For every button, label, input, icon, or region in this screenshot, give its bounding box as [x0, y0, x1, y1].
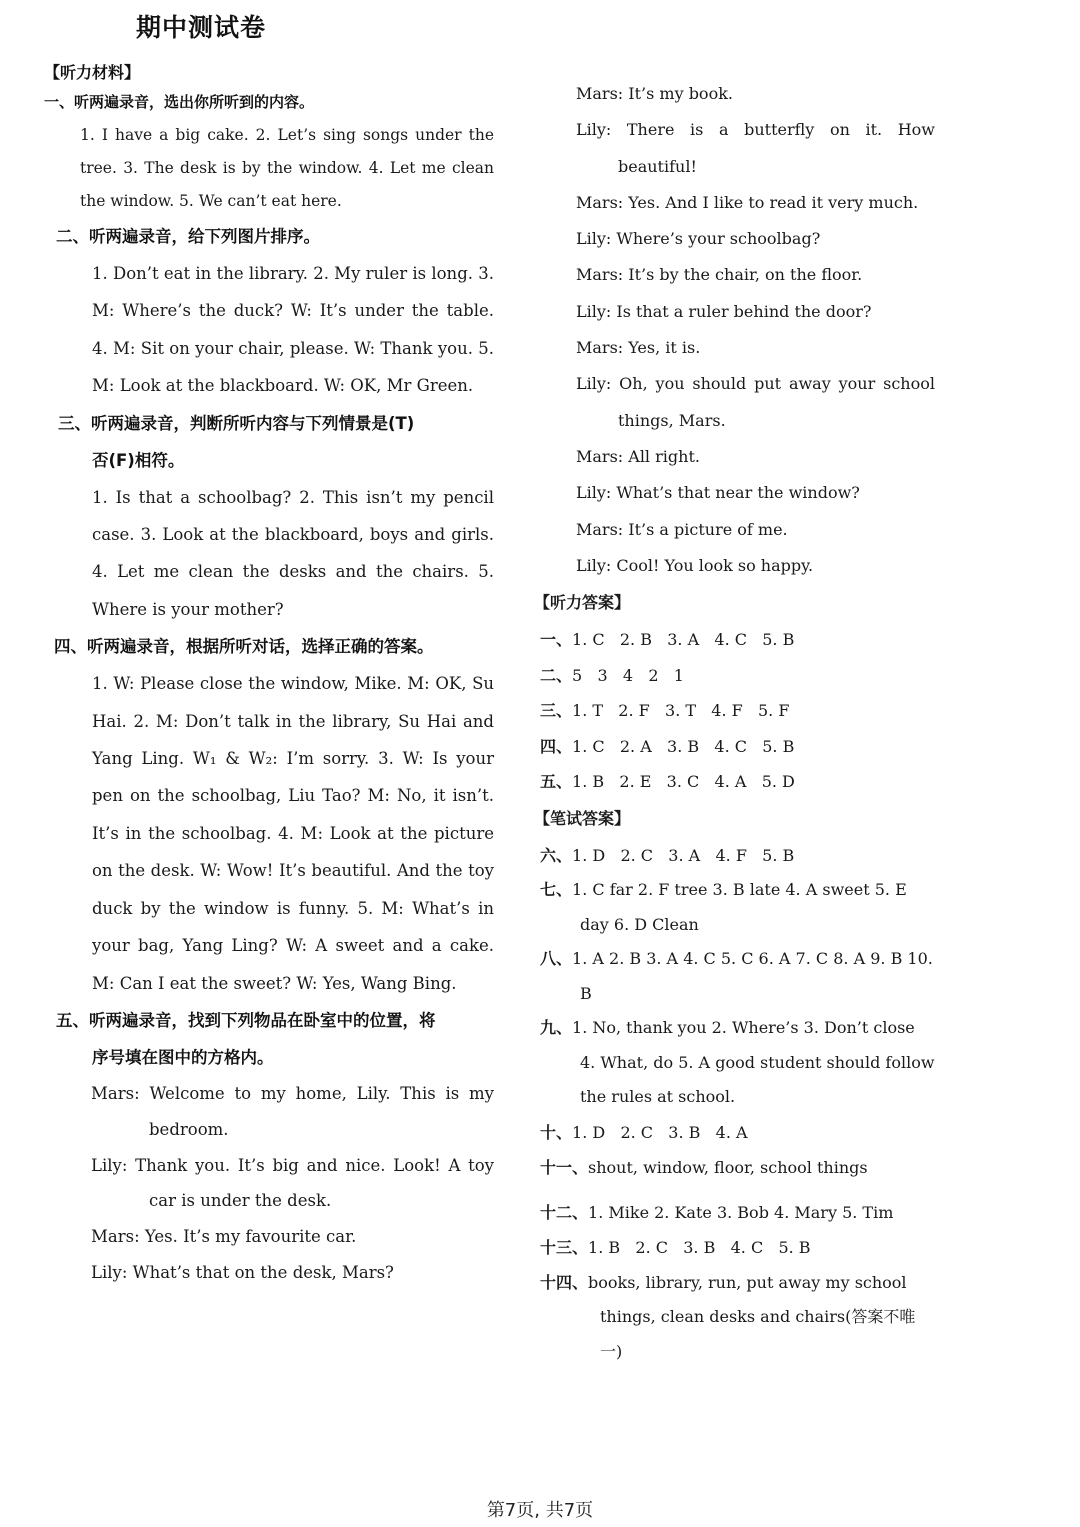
- q4-text: 1. W: Please close the window, Mike. M: OK, Su Hai. 2. M: Don’t talk in the library, Su Hai and Yang Ling. W₁ & W₂: I’m sorry. 3. W: Is your pen on the schoolbag, Liu Tao? M: No, it isn’t. It’s in the schoolbag. 4. M: Look at the picture on the desk. W: Wow! It’s beautiful. And the toy duck by the window is funny. 5. M: What’s in your bag, Yang Ling? W: A sweet and a cake. M: Can I eat the sweet? W: Yes, Wang Bing.: [92, 674, 494, 993]
- answer-row: 十四、books, library, run, put away my school things, clean desks and chairs(答案不唯一): [540, 1272, 916, 1361]
- q5-dialogue-line: Mars: It’s a picture of me.: [576, 519, 788, 539]
- page-title: 期中测试卷: [136, 13, 267, 42]
- answer-row: 二、5 3 4 2 1: [540, 665, 684, 685]
- q5-dialogue-line: Lily: Where’s your schoolbag?: [576, 229, 821, 249]
- answer-row: 四、1. C 2. A 3. B 4. C 5. B: [540, 736, 795, 756]
- answer-row: 七、1. C far 2. F tree 3. B late 4. A sweet 5. E day 6. D Clean: [540, 880, 907, 934]
- answer-row: 一、1. C 2. B 3. A 4. C 5. B: [540, 630, 795, 650]
- right-column: [534, 76, 935, 1369]
- q3-heading: [44, 405, 494, 479]
- q5-dialogue-line: Mars: All right.: [576, 446, 700, 466]
- q5-dialogue-line: Lily: Oh, you should put away your school things, Mars.: [576, 374, 935, 430]
- q5-dialogue-line: Lily: There is a butterfly on it. How beautiful!: [576, 120, 935, 176]
- q5-dialogue-line: Mars: Welcome to my home, Lily. This is my bedroom.: [91, 1083, 494, 1139]
- q3-heading-line2: 否(F)相符。: [92, 450, 185, 470]
- q2-text: 1. Don’t eat in the library. 2. My ruler is long. 3. M: Where’s the duck? W: It’s under the table. 4. M: Sit on your chair, please. W: Thank you. 5. M: Look at the blackboard. W: OK, Mr Green.: [92, 264, 494, 396]
- q5-dialogue-line: Lily: What’s that near the window?: [576, 483, 860, 503]
- q5-dialogue-line: Mars: It’s my book.: [576, 84, 733, 103]
- answer-row: 十二、1. Mike 2. Kate 3. Bob 4. Mary 5. Tim: [540, 1202, 894, 1222]
- q1-heading: 一、听两遍录音，选出你所听到的内容。: [44, 93, 315, 111]
- q5-dialogue-line: Lily: What’s that on the desk, Mars?: [91, 1262, 394, 1282]
- q5-dialogue-line: Lily: Thank you. It’s big and nice. Look! A toy car is under the desk.: [91, 1155, 494, 1211]
- answer-row: 九、1. No, thank you 2. Where’s 3. Don’t close 4. What, do 5. A good student should follow the rules at school.: [540, 1018, 935, 1107]
- q5-heading: [44, 1002, 494, 1076]
- q5-dialogue-line: Lily: Cool! You look so happy.: [576, 555, 814, 575]
- q5-heading-line1: 五、听两遍录音，找到下列物品在卧室中的位置，将: [56, 1010, 436, 1030]
- q3-heading-line1: 三、听两遍录音，判断所听内容与下列情景是(T): [58, 413, 415, 433]
- q5-dialogue-line: Mars: Yes. And I like to read it very much.: [576, 192, 919, 212]
- left-column: [44, 60, 494, 1291]
- q5-dialogue-line: Mars: Yes. It’s my favourite car.: [91, 1227, 357, 1247]
- answer-row: 五、1. B 2. E 3. C 4. A 5. D: [540, 772, 795, 792]
- answer-row: 十一、shout, window, floor, school things: [540, 1158, 868, 1178]
- answer-row: 十、1. D 2. C 3. B 4. A: [540, 1122, 748, 1142]
- q1-text: 1. I have a big cake. 2. Let’s sing songs under the tree. 3. The desk is by the window. 4. Let me clean the window. 5. We can’t eat here.: [80, 126, 494, 210]
- listening-material-label: 【听力材料】: [44, 63, 141, 82]
- q5-dialogue-line: Lily: Is that a ruler behind the door?: [576, 301, 872, 321]
- listening-answers-label: 【听力答案】: [534, 593, 631, 613]
- answer-row: 六、1. D 2. C 3. A 4. F 5. B: [540, 845, 795, 865]
- q4-heading: 四、听两遍录音，根据所听对话，选择正确的答案。: [54, 637, 434, 657]
- answer-row: 十三、1. B 2. C 3. B 4. C 5. B: [540, 1238, 811, 1258]
- q5-dialogue-line: Mars: Yes, it is.: [576, 338, 701, 358]
- page-footer: 第7页, 共7页: [486, 1500, 594, 1521]
- q3-text: 1. Is that a schoolbag? 2. This isn’t my pencil case. 3. Look at the blackboard, boys and girls. 4. Let me clean the desks and the chairs. 5. Where is your mother?: [92, 487, 494, 619]
- q5-heading-line2: 序号填在图中的方格内。: [92, 1047, 274, 1067]
- q5-dialogue-line: Mars: It’s by the chair, on the floor.: [576, 265, 863, 285]
- answer-row: 八、1. A 2. B 3. A 4. C 5. C 6. A 7. C 8. A 9. B 10. B: [540, 949, 933, 1003]
- q2-heading: 二、听两遍录音，给下列图片排序。: [56, 227, 320, 246]
- written-answers-label: 【笔试答案】: [534, 808, 631, 828]
- answer-row: 三、1. T 2. F 3. T 4. F 5. F: [540, 701, 790, 721]
